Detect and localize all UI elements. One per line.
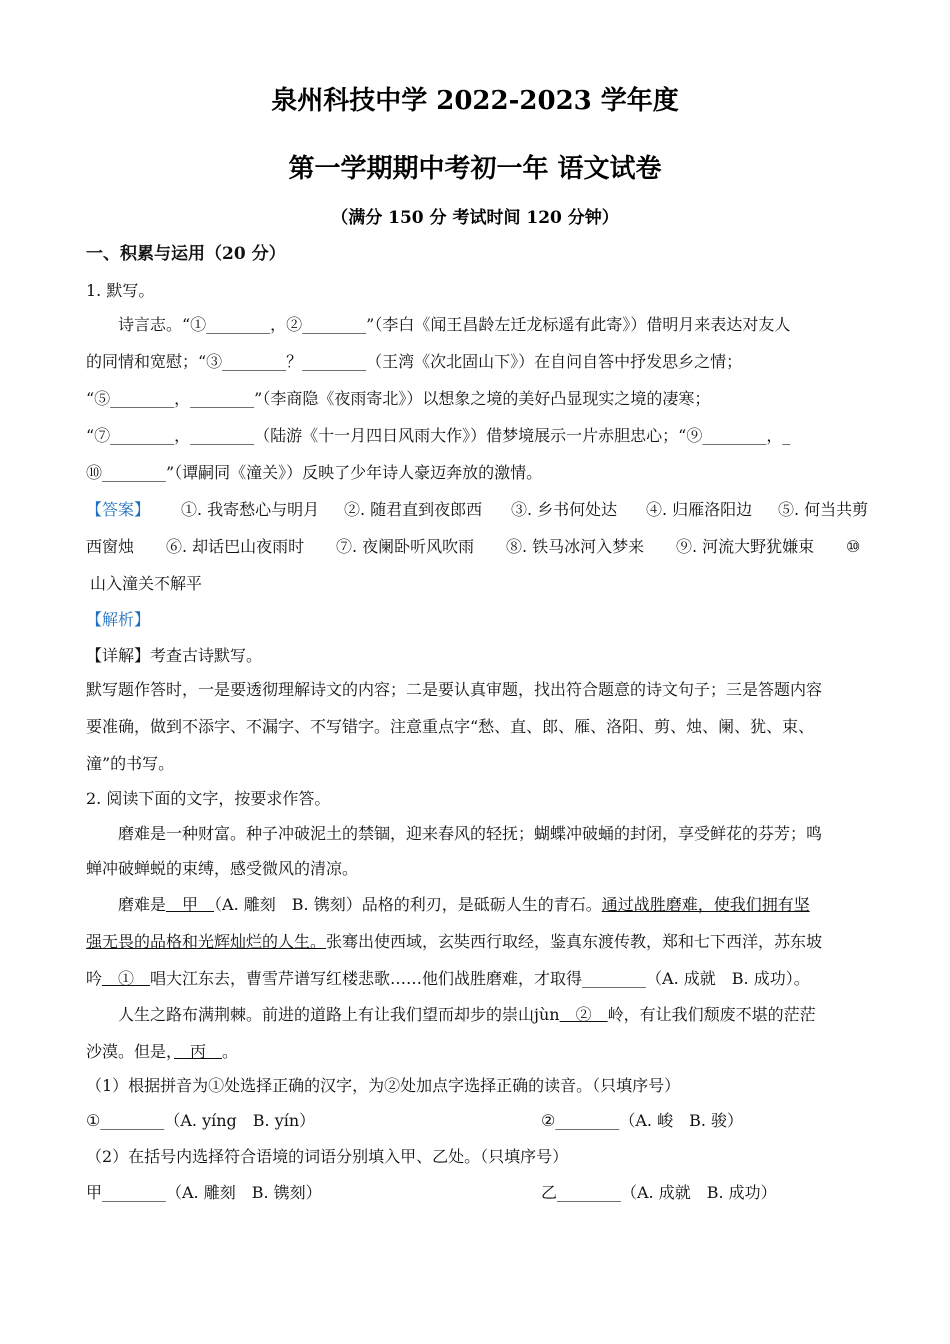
q2-stem: 2. 阅读下面的文字，按要求作答。 <box>86 789 331 808</box>
q2-sub1-options <box>86 1109 876 1133</box>
q1-line2: 的同情和宽慰；“③________？________（王湾《次北固山下》）在自问自答中抒发思乡之情； <box>86 352 743 371</box>
underlined-sentence: 强无畏的品格和光辉灿烂的人生。 <box>86 932 327 951</box>
answer-item: ⑩ <box>846 537 861 556</box>
answer-item: ⑧. 铁马冰河入梦来 <box>506 537 645 556</box>
option-jia: 甲________（A. 雕刻 B. 镌刻） <box>86 1183 322 1202</box>
answer-item: 西窗烛 <box>86 537 135 556</box>
blank-bing: 丙 <box>174 1042 223 1061</box>
analysis-tag: 【解析】 <box>86 610 151 629</box>
q1-stem: 1. 默写。 <box>86 281 155 300</box>
blank-1: ① <box>102 969 151 988</box>
q2-para3-line2 <box>86 1040 876 1064</box>
exam-title-line1: 泉州科技中学 2022-2023 学年度 <box>271 86 679 116</box>
q2-para2-line1 <box>118 893 908 917</box>
q1-line1: 诗言志。“①________，②________”（李白《闻王昌龄左迁龙标遥有此寄》）借明月来表达对友人 <box>118 315 791 334</box>
blank-jia: 甲 <box>166 895 215 914</box>
answer-item: ⑨. 河流大野犹嫌束 <box>676 537 815 556</box>
text-span: 吟 <box>86 969 103 988</box>
answer-item: ①. 我寄愁心与明月 <box>181 500 320 519</box>
option-2: ②________（A. 峻 B. 骏） <box>541 1111 744 1130</box>
text-span: 唱大江东去，曹雪芹谱写红楼悲歌……他们战胜磨难，才取得________（A. 成就 B. 成功）。 <box>150 969 810 988</box>
exam-subtitle: （满分 150 分 考试时间 120 分钟） <box>331 208 619 228</box>
q2-sub2-options <box>86 1181 876 1205</box>
answer-item: ⑦. 夜阑卧听风吹雨 <box>336 537 475 556</box>
q1-line4: “⑦________，________（陆游《十一月四日风雨大作》）借梦境展示一片赤胆忠心；“⑨________，_ <box>86 426 791 445</box>
exam-title-line2: 第一学期期中考初一年 语文试卷 <box>288 154 662 184</box>
text-span: 。 <box>222 1042 239 1061</box>
answer-item: ⑥. 却话巴山夜雨时 <box>166 537 305 556</box>
q1-line3: “⑤________，________”（李商隐《夜雨寄北》）以想象之境的美好凸显现实之境的凄寒； <box>86 389 711 408</box>
text-span: 张骞出使西域，玄奘西行取经，鉴真东渡传教，郑和七下西洋，苏东坡 <box>326 932 823 951</box>
q1-detail: 【详解】考查古诗默写。 <box>86 646 263 665</box>
answer-item: ④. 归雁洛阳边 <box>646 500 753 519</box>
blank-2: ② <box>559 1005 608 1024</box>
q2-para2-line3 <box>86 967 876 991</box>
q2-sub2: （2）在括号内选择符合语境的词语分别填入甲、乙处。（只填序号） <box>86 1147 569 1166</box>
answer-item: ②. 随君直到夜郎西 <box>344 500 483 519</box>
text-span: 岭，有让我们颓废不堪的茫茫 <box>607 1005 816 1024</box>
q1-line5: ⑩________”（谭嗣同《潼关》）反映了少年诗人豪迈奔放的激情。 <box>86 463 543 482</box>
answer-tag: 【答案】 <box>86 500 151 519</box>
q2-para2-line2 <box>86 930 876 954</box>
q2-para3-line1 <box>118 1003 908 1027</box>
text-span: 人生之路布满荆棘。前进的道路上有让我们望而却步的崇山 <box>118 1005 535 1024</box>
answer-item: ⑤. 何当共剪 <box>778 500 869 519</box>
option-yi: 乙________（A. 成就 B. 成功） <box>541 1183 777 1202</box>
answer-item: ③. 乡书何处达 <box>511 500 618 519</box>
text-span: 磨难是 <box>118 895 167 914</box>
option-1: ①________（A. yíng B. yín） <box>86 1111 316 1130</box>
q1-explain1: 默写题作答时，一是要透彻理解诗文的内容；二是要认真审题，找出符合题意的诗文句子；三是答题内容 <box>86 680 823 699</box>
text-span: 沙漠。但是， <box>86 1042 175 1061</box>
pinyin: jùn <box>534 1005 560 1024</box>
text-span: （A. 雕刻 B. 镌刻）品格的利刃，是砥砺人生的青石。 <box>214 895 602 914</box>
underlined-sentence: 通过战胜磨难，使我们拥有坚 <box>601 895 810 914</box>
q2-para1-line1: 磨难是一种财富。种子冲破泥土的禁锢，迎来春风的轻抚；蝴蝶冲破蛹的封闭，享受鲜花的芬芳；鸣 <box>118 824 823 843</box>
q2-sub1: （1）根据拼音为①处选择正确的汉字，为②处加点字选择正确的读音。（只填序号） <box>86 1076 681 1095</box>
q1-answers-row3: 山入潼关不解平 <box>90 574 203 593</box>
q1-explain2: 要准确，做到不添字、不漏字、不写错字。注意重点字“愁、直、郎、雁、洛阳、剪、烛、阑、犹、束、 <box>86 717 815 736</box>
section1-heading: 一、积累与运用（20 分） <box>86 244 286 264</box>
q1-explain3: 潼”的书写。 <box>86 754 175 773</box>
q2-para1-line2: 蝉冲破蝉蜕的束缚，感受微风的清凉。 <box>86 859 359 878</box>
